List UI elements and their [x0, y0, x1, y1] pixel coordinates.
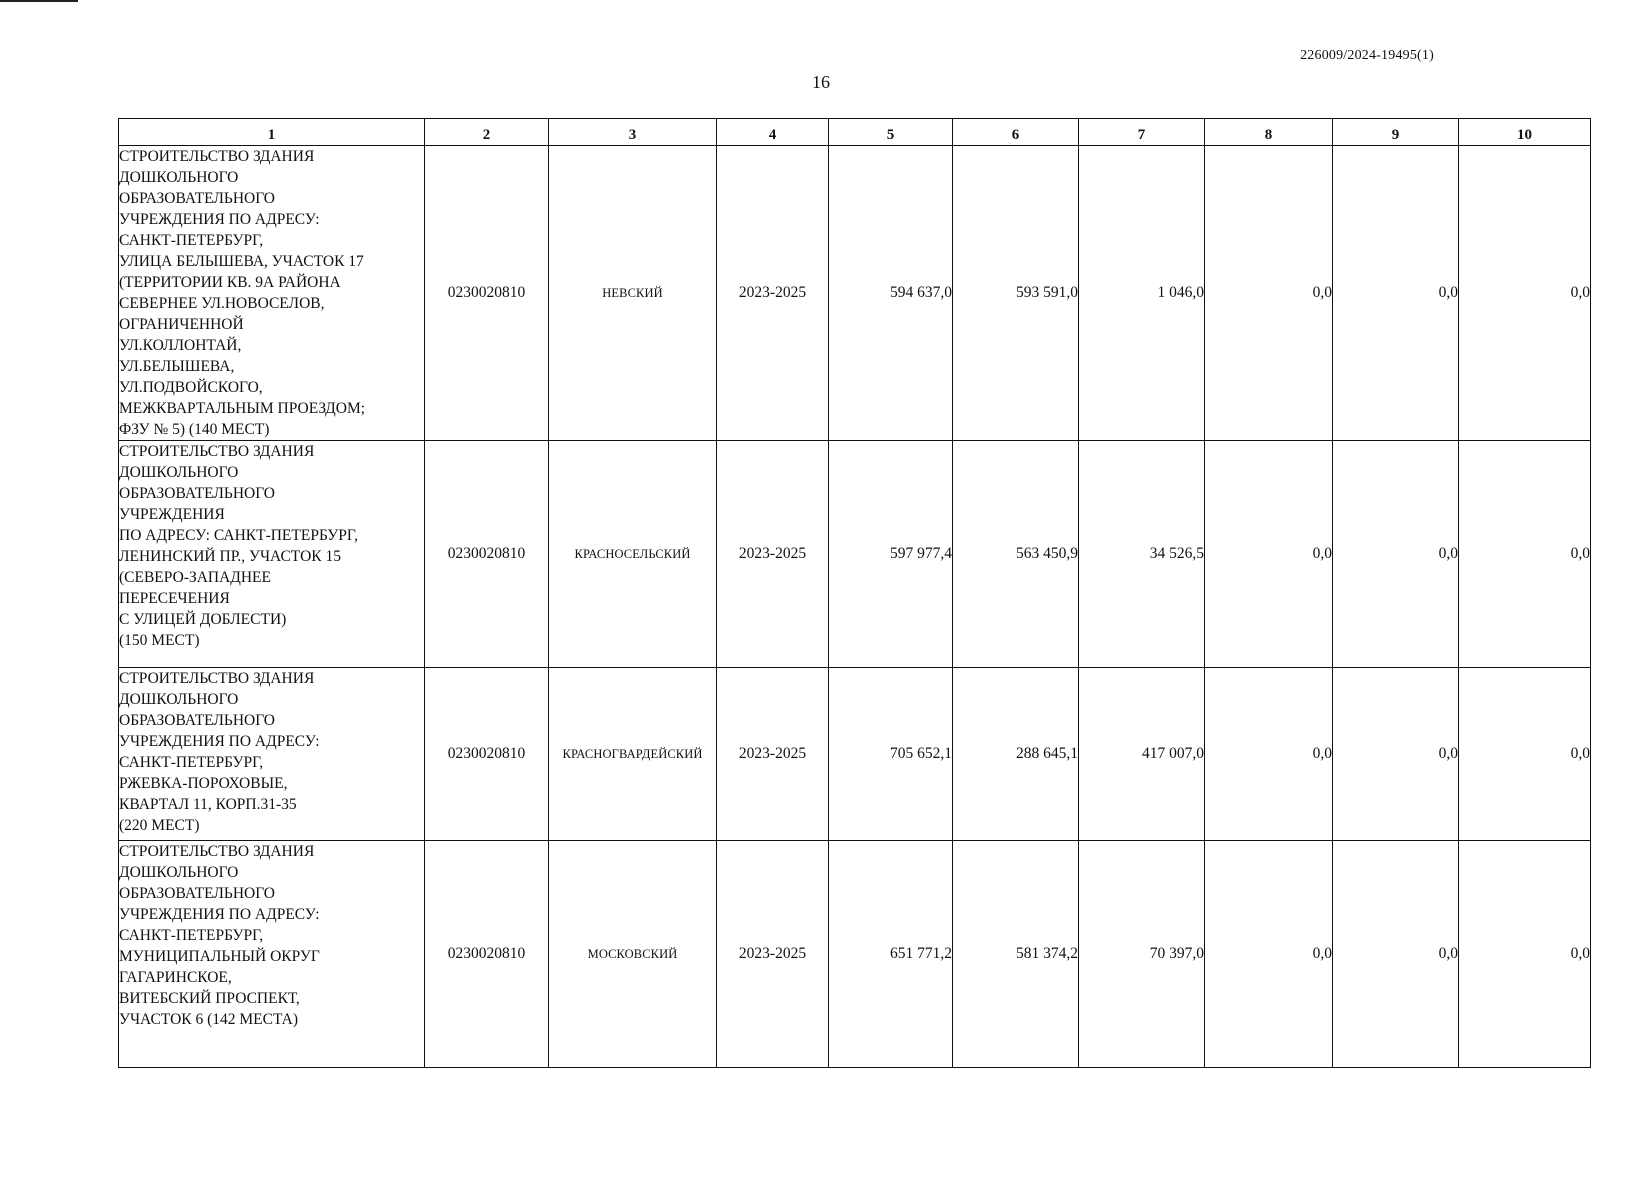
object-name-cell: СТРОИТЕЛЬСТВО ЗДАНИЯ ДОШКОЛЬНОГО ОБРАЗОВАТЕЛЬНОГО УЧРЕЖДЕНИЯ ПО АДРЕСУ: САНКТ-ПЕТЕРБУРГ, МУНИЦИПАЛЬНЫЙ ОКРУГ ГАГАРИНСКОЕ, ВИТЕБСКИЙ ПРОСПЕКТ, УЧАСТОК 6 (142 МЕСТА) — [119, 841, 425, 1068]
district-cell: КРАСНОГВАРДЕЙСКИЙ — [549, 668, 717, 841]
amount-cell: 563 450,9 — [953, 441, 1079, 668]
column-header: 10 — [1459, 119, 1591, 146]
period-cell: 2023-2025 — [717, 146, 829, 441]
code-cell: 0230020810 — [425, 668, 549, 841]
amount-cell: 0,0 — [1333, 668, 1459, 841]
amount-cell: 0,0 — [1205, 146, 1333, 441]
code-cell: 0230020810 — [425, 146, 549, 441]
amount-cell: 0,0 — [1205, 668, 1333, 841]
district-cell: КРАСНОСЕЛЬСКИЙ — [549, 441, 717, 668]
district-cell: НЕВСКИЙ — [549, 146, 717, 441]
scan-edge-mark — [0, 0, 78, 2]
period-cell: 2023-2025 — [717, 841, 829, 1068]
object-name-cell: СТРОИТЕЛЬСТВО ЗДАНИЯ ДОШКОЛЬНОГО ОБРАЗОВАТЕЛЬНОГО УЧРЕЖДЕНИЯ ПО АДРЕСУ: САНКТ-ПЕТЕРБУРГ, ЛЕНИНСКИЙ ПР., УЧАСТОК 15 (СЕВЕРО-ЗАПАДНЕЕ ПЕРЕСЕЧЕНИЯ С УЛИЦЕЙ ДОБЛЕСТИ) (150 МЕСТ) — [119, 441, 425, 668]
amount-cell: 34 526,5 — [1079, 441, 1205, 668]
column-header: 1 — [119, 119, 425, 146]
column-header: 6 — [953, 119, 1079, 146]
period-cell: 2023-2025 — [717, 441, 829, 668]
code-cell: 0230020810 — [425, 841, 549, 1068]
amount-cell: 0,0 — [1459, 441, 1591, 668]
table-row — [119, 441, 1591, 668]
document-registration-number: 226009/2024-19495(1) — [1300, 48, 1434, 63]
amount-cell: 594 637,0 — [829, 146, 953, 441]
amount-cell: 651 771,2 — [829, 841, 953, 1068]
amount-cell: 1 046,0 — [1079, 146, 1205, 441]
amount-cell: 288 645,1 — [953, 668, 1079, 841]
amount-cell: 0,0 — [1459, 146, 1591, 441]
column-header: 5 — [829, 119, 953, 146]
column-header: 2 — [425, 119, 549, 146]
amount-cell: 581 374,2 — [953, 841, 1079, 1068]
object-name-cell: СТРОИТЕЛЬСТВО ЗДАНИЯ ДОШКОЛЬНОГО ОБРАЗОВАТЕЛЬНОГО УЧРЕЖДЕНИЯ ПО АДРЕСУ: САНКТ-ПЕТЕРБУРГ, УЛИЦА БЕЛЫШЕВА, УЧАСТОК 17 (ТЕРРИТОРИИ КВ. 9А РАЙОНА СЕВЕРНЕЕ УЛ.НОВОСЕЛОВ, ОГРАНИЧЕННОЙ УЛ.КОЛЛОНТАЙ, УЛ.БЕЛЫШЕВА, УЛ.ПОДВОЙСКОГО, МЕЖКВАРТАЛЬНЫМ ПРОЕЗДОМ; ФЗУ № 5) (140 МЕСТ) — [119, 146, 425, 441]
period-cell: 2023-2025 — [717, 668, 829, 841]
page-number: 16 — [812, 72, 830, 92]
object-name-cell: СТРОИТЕЛЬСТВО ЗДАНИЯ ДОШКОЛЬНОГО ОБРАЗОВАТЕЛЬНОГО УЧРЕЖДЕНИЯ ПО АДРЕСУ: САНКТ-ПЕТЕРБУРГ, РЖЕВКА-ПОРОХОВЫЕ, КВАРТАЛ 11, КОРП.31-35 (220 МЕСТ) — [119, 668, 425, 841]
amount-cell: 705 652,1 — [829, 668, 953, 841]
amount-cell: 0,0 — [1459, 668, 1591, 841]
amount-cell: 0,0 — [1205, 841, 1333, 1068]
amount-cell: 417 007,0 — [1079, 668, 1205, 841]
column-header: 9 — [1333, 119, 1459, 146]
table-row — [119, 146, 1591, 441]
amount-cell: 0,0 — [1333, 146, 1459, 441]
table-row — [119, 668, 1591, 841]
amount-cell: 0,0 — [1333, 841, 1459, 1068]
amount-cell: 0,0 — [1205, 441, 1333, 668]
amount-cell: 593 591,0 — [953, 146, 1079, 441]
amount-cell: 70 397,0 — [1079, 841, 1205, 1068]
budget-table — [118, 118, 1591, 1068]
amount-cell: 0,0 — [1459, 841, 1591, 1068]
code-cell: 0230020810 — [425, 441, 549, 668]
column-header: 3 — [549, 119, 717, 146]
district-cell: МОСКОВСКИЙ — [549, 841, 717, 1068]
table-header-row — [119, 119, 1591, 146]
table-row — [119, 841, 1591, 1068]
amount-cell: 0,0 — [1333, 441, 1459, 668]
column-header: 4 — [717, 119, 829, 146]
column-header: 7 — [1079, 119, 1205, 146]
column-header: 8 — [1205, 119, 1333, 146]
amount-cell: 597 977,4 — [829, 441, 953, 668]
